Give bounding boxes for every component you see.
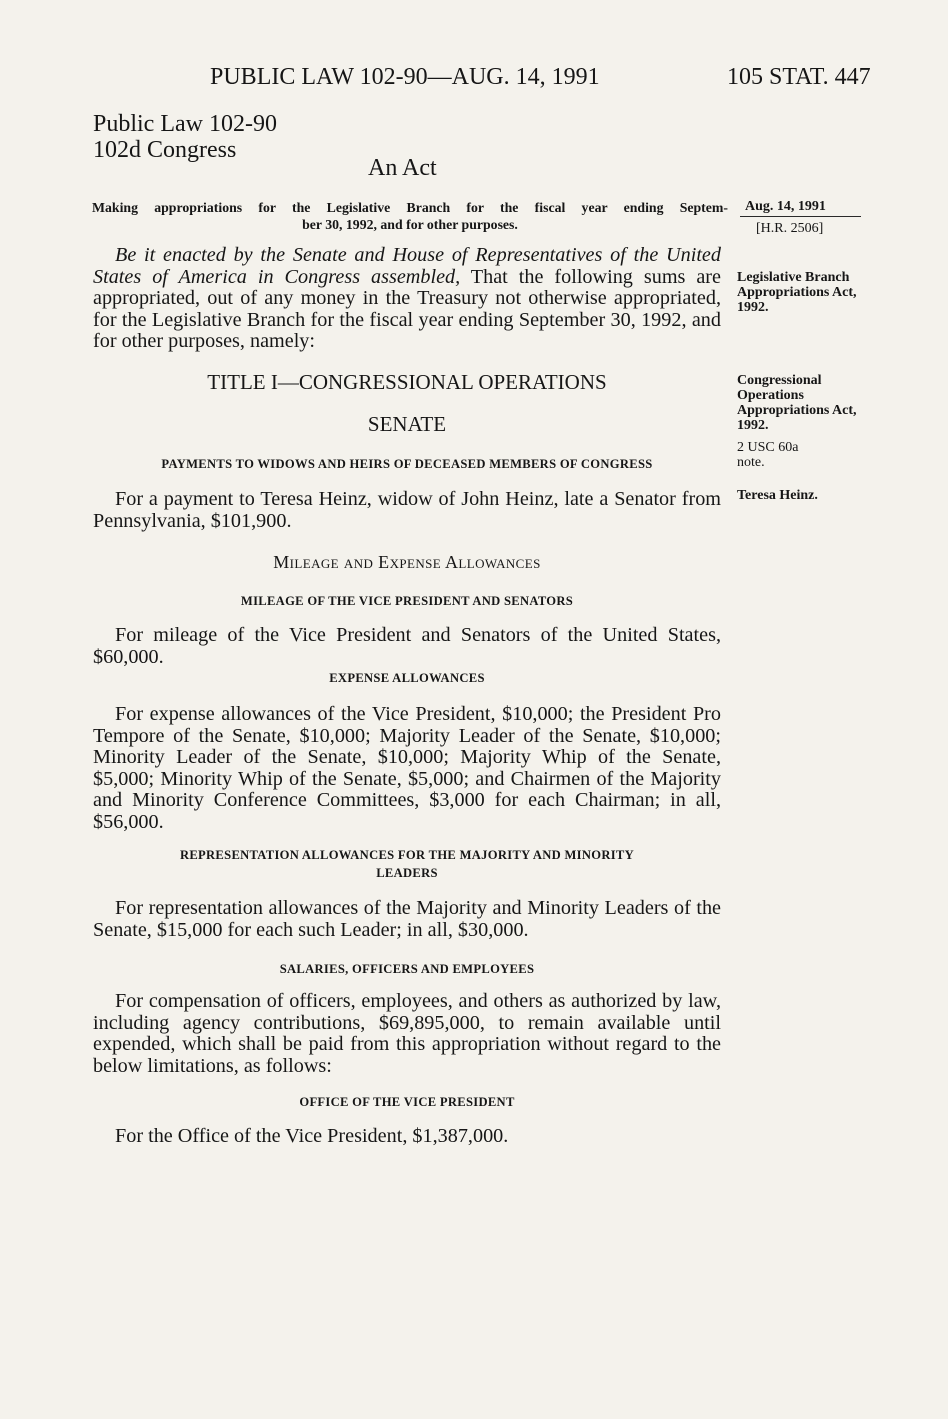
law-number: Public Law 102-90 bbox=[93, 111, 277, 137]
salaries-paragraph: For compensation of officers, employees, and others as authorized by law, including agency contributions, $69,895,000, to remain available until expended, which shall be paid from this appropriation without regard to the below limitations, as follows: bbox=[93, 990, 721, 1077]
margin-short-title-congressional: Congressional Operations Appropriations Act, 1992. bbox=[737, 373, 857, 433]
running-head-title: PUBLIC LAW 102-90—AUG. 14, 1991 bbox=[210, 64, 600, 90]
enacting-formula: Be it enacted by the Senate and House of Representatives of the United States of America in Congress assembled, bbox=[93, 244, 721, 288]
payments-heading: PAYMENTS TO WIDOWS AND HEIRS OF DECEASED MEMBERS OF CONGRESS bbox=[161, 457, 653, 471]
congress-number: 102d Congress bbox=[93, 137, 237, 163]
margin-usc-citation: 2 USC 60a note. bbox=[737, 440, 799, 470]
mileage-expense-heading: Mileage and Expense Allowances bbox=[273, 552, 541, 572]
margin-teresa-heinz: Teresa Heinz. bbox=[737, 488, 818, 503]
mileage-vp-heading: MILEAGE OF THE VICE PRESIDENT AND SENATORS bbox=[240, 594, 574, 608]
representation-paragraph: For representation allowances of the Majority and Minority Leaders of the Senate, $15,000 for each such Leader; in all, $30,000. bbox=[93, 897, 721, 941]
enacting-clause bbox=[93, 245, 721, 353]
margin-date: Aug. 14, 1991 bbox=[745, 199, 826, 214]
purpose-statement bbox=[92, 199, 728, 233]
mileage-paragraph: For mileage of the Vice President and Senators of the United States, $60,000. bbox=[93, 624, 721, 668]
senate-heading: SENATE bbox=[367, 412, 447, 436]
office-vp-heading: OFFICE OF THE VICE PRESIDENT bbox=[299, 1095, 515, 1109]
representation-heading-line-2: LEADERS bbox=[376, 866, 438, 880]
title-i-heading: TITLE I—CONGRESSIONAL OPERATIONS bbox=[207, 370, 607, 394]
running-head-stat: 105 STAT. 447 bbox=[727, 64, 871, 90]
expense-heading: EXPENSE ALLOWANCES bbox=[329, 671, 485, 685]
purpose-line-2: ber 30, 1992, and for other purposes. bbox=[302, 217, 518, 232]
margin-short-title-legislative: Legislative Branch Appropriations Act, 1992. bbox=[737, 270, 857, 315]
representation-heading-line-1: REPRESENTATION ALLOWANCES FOR THE MAJORITY AND MINORITY bbox=[179, 848, 635, 862]
heinz-paragraph: For a payment to Teresa Heinz, widow of John Heinz, late a Senator from Pennsylvania, $101,900. bbox=[93, 488, 721, 532]
purpose-line-1: Making appropriations for the Legislative Branch for the fiscal year ending Septem- bbox=[92, 200, 728, 215]
margin-divider bbox=[740, 216, 861, 217]
margin-bill-number: [H.R. 2506] bbox=[756, 221, 824, 236]
salaries-heading: SALARIES, OFFICERS AND EMPLOYEES bbox=[279, 962, 535, 976]
enacting-text: That the following sums are appropriated, out of any money in the Treasury not otherwise appropriated, for the Legislative Branch for the fiscal year ending September 30, 1992, and for other purposes, namely: bbox=[93, 265, 721, 353]
an-act-heading: An Act bbox=[368, 155, 437, 181]
office-vp-paragraph: For the Office of the Vice President, $1,387,000. bbox=[115, 1125, 509, 1147]
expense-paragraph: For expense allowances of the Vice President, $10,000; the President Pro Tempore of the Senate, $10,000; Majority Leader of the Senate, $10,000; Minority Leader of the Senate, $10,000; Majority Whip of the Senate, $5,000; Minority Whip of the Senate, $5,000; and Chairmen of the Majority and Minority Conference Committees, $3,000 for each Chairman; in all, $56,000. bbox=[93, 703, 721, 833]
